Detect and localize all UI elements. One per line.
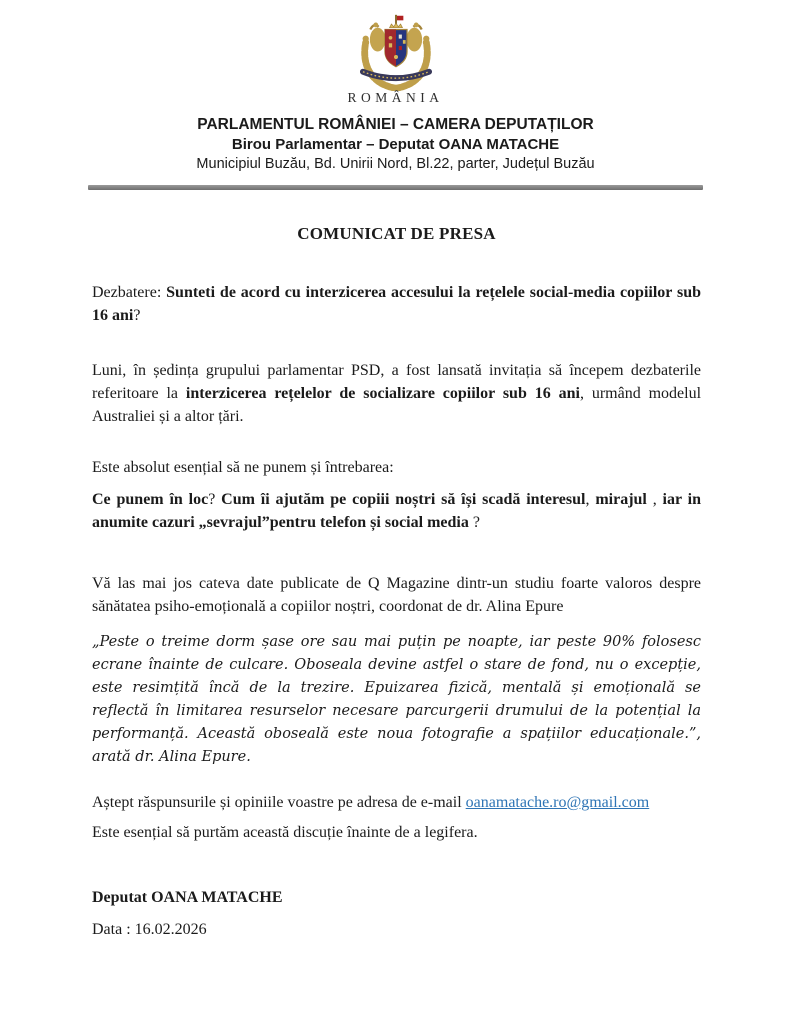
signature-line: Deputat OANA MATACHE bbox=[92, 889, 283, 906]
letterhead-office: Birou Parlamentar – Deputat OANA MATACHE bbox=[231, 136, 560, 153]
horizontal-divider bbox=[88, 185, 703, 190]
paragraph-debate-question bbox=[92, 281, 701, 327]
letterhead-address: Municipiul Buzău, Bd. Unirii Nord, Bl.22, parter, Județul Buzău bbox=[196, 156, 595, 172]
document-body bbox=[0, 223, 791, 941]
text-run: ? bbox=[208, 491, 222, 508]
romania-coat-of-arms bbox=[0, 13, 791, 106]
paragraph-psd-meeting bbox=[92, 359, 701, 428]
date-line: Data : 16.02.2026 bbox=[92, 921, 207, 938]
text-run: Dezbatere: bbox=[92, 284, 167, 301]
text-run-bold: Cum îi ajutăm pe copiii noștri să își scadă interesul bbox=[221, 491, 586, 508]
letterhead-institution: PARLAMENTUL ROMÂNIEI – CAMERA DEPUTAȚILOR bbox=[197, 116, 594, 133]
text-run-bold: mirajul bbox=[595, 491, 647, 508]
text-run-bold: Sunteti de acord cu interzicerea accesului la rețelele social-media copiilor sub 16 ani bbox=[92, 284, 701, 324]
paragraph-essential-discussion: Este esențial să purtăm această discuție înainte de a legifera. bbox=[92, 824, 478, 841]
text-run: ? bbox=[468, 514, 480, 531]
crest-country-label: ROMÂNIA bbox=[347, 90, 444, 105]
paragraph-essential-question: Este absolut esențial să ne punem și întrebarea: bbox=[92, 459, 394, 476]
text-run-bold: interzicerea rețelelor de socializare copiilor sub 16 ani bbox=[185, 385, 580, 402]
romania-coat-of-arms-icon bbox=[350, 13, 442, 91]
text-run: Luni, în ședința grupului parlamentar PSD, a fost lansată invitația să începem dezbaterile referitoare la bbox=[92, 362, 701, 402]
paragraph-study-source: Vă las mai jos cateva date publicate de Q Magazine dintr-un studiu foarte valoros despre sănătatea psiho-emoțională a copiilor noștri, coordonat de dr. Alina Epure bbox=[92, 575, 701, 615]
paragraph-quote-alina-epure: „Peste o treime dorm șase ore sau mai puțin pe noapte, iar peste 90% folosesc ecrane înainte de culcare. Oboseala devine astfel o stare de fond, nu o excepție, este resimțită încă de la trezire. Epuizarea fizică, mentală și emoțională se reflectă în limitarea resurselor necesare parcurgerii drumului de la potențial la performanță. Această oboseală este noua fotografie a spațiilor educaționale.”, arată dr. Alina Epure. bbox=[92, 634, 701, 765]
text-run: Aștept răspunsurile și opiniile voastre pe adresa de e-mail bbox=[92, 794, 466, 811]
text-run-bold: iar in anumite cazuri „sevrajul”pentru telefon și social media bbox=[92, 491, 701, 531]
email-link[interactable]: oanamatache.ro@gmail.com bbox=[465, 794, 650, 811]
text-run: , bbox=[646, 491, 663, 508]
text-run: , urmând modelul Australiei și a altor țări. bbox=[92, 385, 702, 425]
text-run: , bbox=[585, 491, 596, 508]
document-title: COMUNICAT DE PRESA bbox=[297, 224, 496, 243]
paragraph-what-instead bbox=[92, 488, 701, 534]
text-run: ? bbox=[133, 307, 141, 324]
text-run-bold: Ce punem în loc bbox=[92, 491, 209, 508]
paragraph-await-answers bbox=[92, 791, 701, 814]
letterhead bbox=[0, 0, 791, 190]
